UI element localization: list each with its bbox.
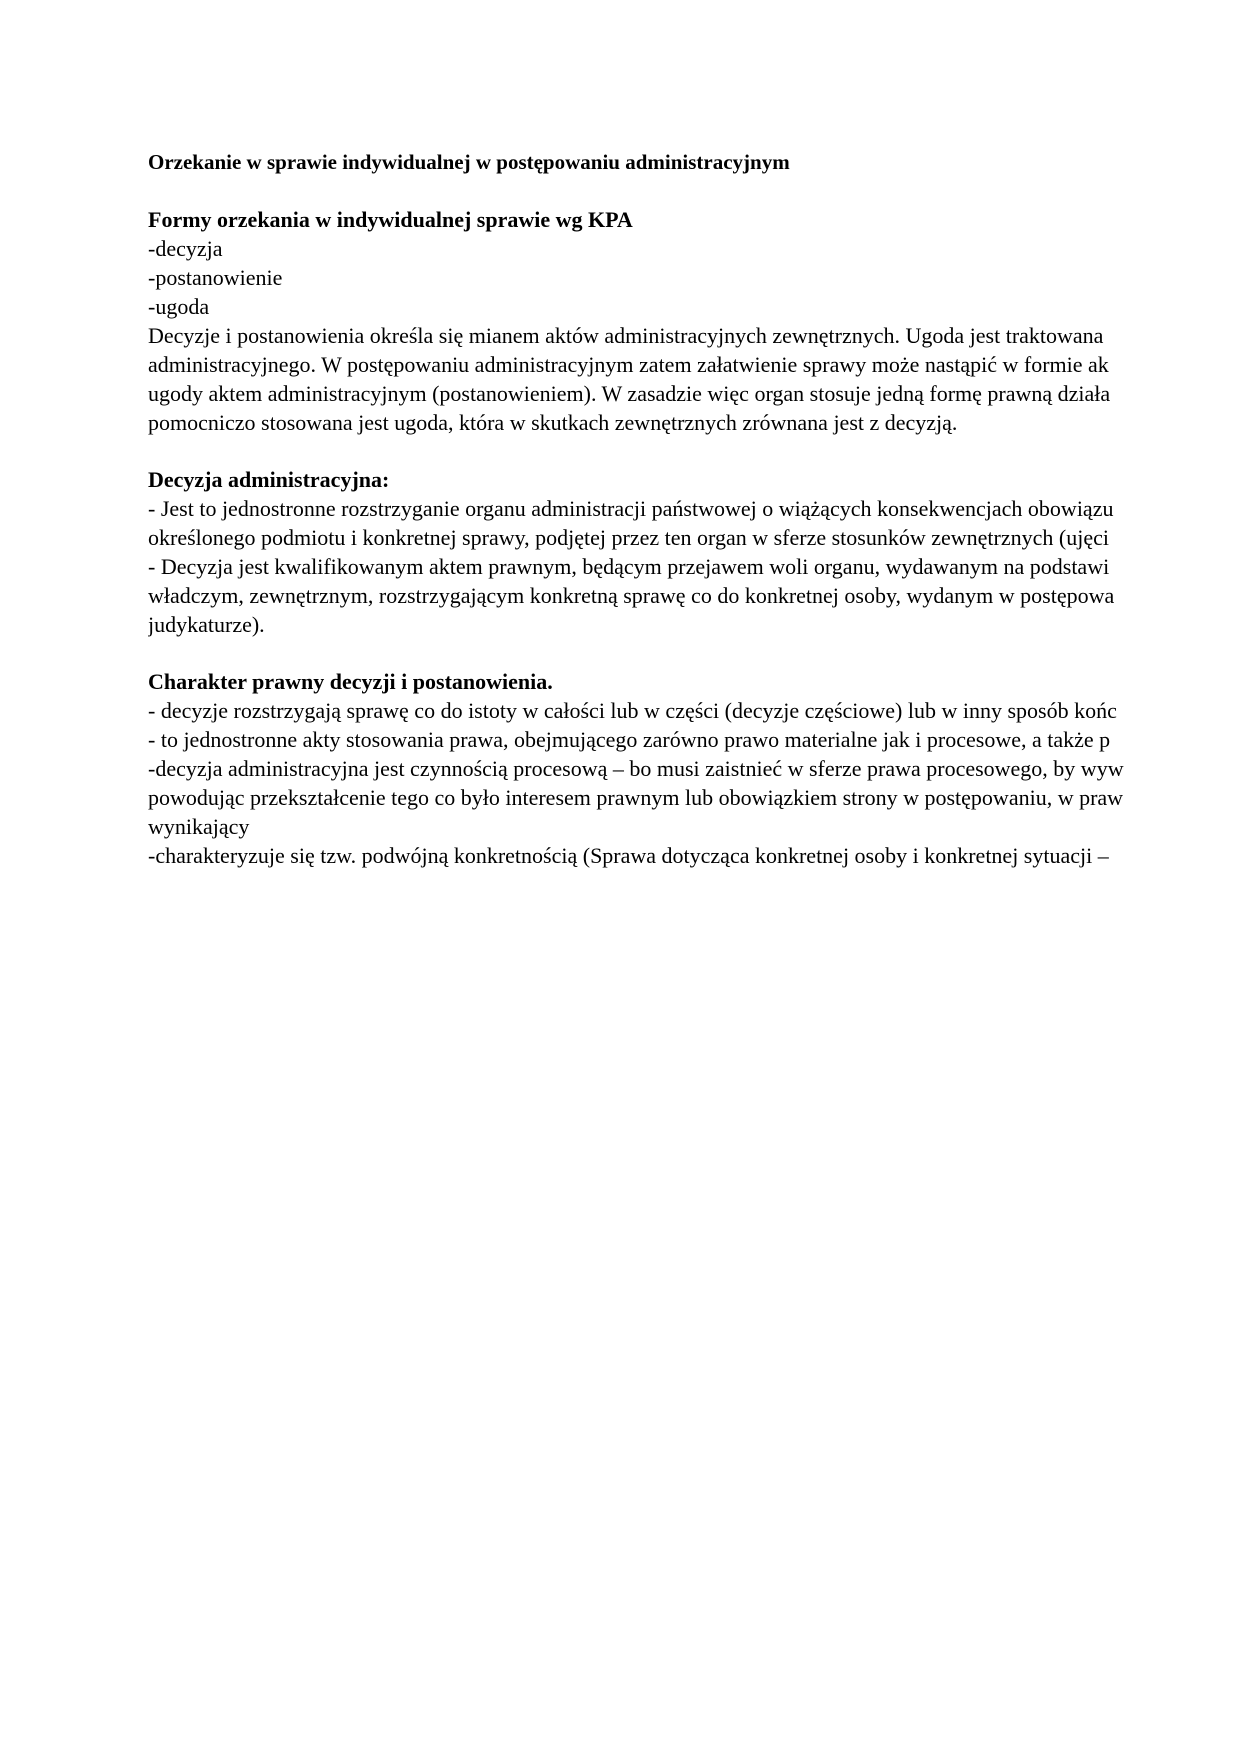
- text-line: - to jednostronne akty stosowania prawa, obejmującego zarówno prawo materialne jak i procesowe, a także p: [148, 727, 1111, 752]
- section-heading-forms: Formy orzekania w indywidualnej sprawie wg KPA: [148, 207, 633, 232]
- spacer: [148, 177, 1240, 205]
- document-body: [148, 148, 1240, 870]
- text-line: - Jest to jednostronne rozstrzyganie organu administracji państwowej o wiążących konsekwencjach obowiązu: [148, 496, 1114, 521]
- text-line: określonego podmiotu i konkretnej sprawy, podjętej przez ten organ w sferze stosunków zewnętrznych (ujęci: [148, 525, 1109, 550]
- text-line: - decyzje rozstrzygają sprawę co do istoty w całości lub w części (decyzje częściowe) lub w inny sposób końc: [148, 698, 1117, 723]
- text-line: władczym, zewnętrznym, rozstrzygającym konkretną sprawę co do konkretnej osoby, wydanym w postępowa: [148, 583, 1115, 608]
- text-line: -postanowienie: [148, 265, 283, 290]
- section-heading-decision: Decyzja administracyjna:: [148, 467, 390, 492]
- spacer: [148, 639, 1240, 667]
- text-line: - Decyzja jest kwalifikowanym aktem prawnym, będącym przejawem woli organu, wydawanym na podstawi: [148, 554, 1110, 579]
- spacer: [148, 437, 1240, 465]
- text-line: pomocniczo stosowana jest ugoda, która w skutkach zewnętrznych zrównana jest z decyzją.: [148, 410, 958, 435]
- text-line: -ugoda: [148, 294, 210, 319]
- text-line: Decyzje i postanowienia określa się mianem aktów administracyjnych zewnętrznych. Ugoda jest traktowana: [148, 323, 1104, 348]
- text-line: ugody aktem administracyjnym (postanowieniem). W zasadzie więc organ stosuje jedną formę prawną działa: [148, 381, 1111, 406]
- text-line: administracyjnego. W postępowaniu administracyjnym zatem załatwienie sprawy może nastąpić w formie ak: [148, 352, 1109, 377]
- text-line: powodując przekształcenie tego co było interesem prawnym lub obowiązkiem strony w postępowaniu, w praw: [148, 785, 1124, 810]
- text-line: wynikający: [148, 814, 250, 839]
- text-line: judykaturze).: [148, 612, 265, 637]
- text-line: -decyzja: [148, 236, 223, 261]
- section-heading-character: Charakter prawny decyzji i postanowienia.: [148, 669, 553, 694]
- text-line: -charakteryzuje się tzw. podwójną konkretnością (Sprawa dotycząca konkretnej osoby i konkretnej sytuacji –: [148, 843, 1109, 868]
- text-line: -decyzja administracyjna jest czynnością procesową – bo musi zaistnieć w sferze prawa procesowego, by wyw: [148, 756, 1124, 781]
- document-title: Orzekanie w sprawie indywidualnej w postępowaniu administracyjnym: [148, 150, 790, 174]
